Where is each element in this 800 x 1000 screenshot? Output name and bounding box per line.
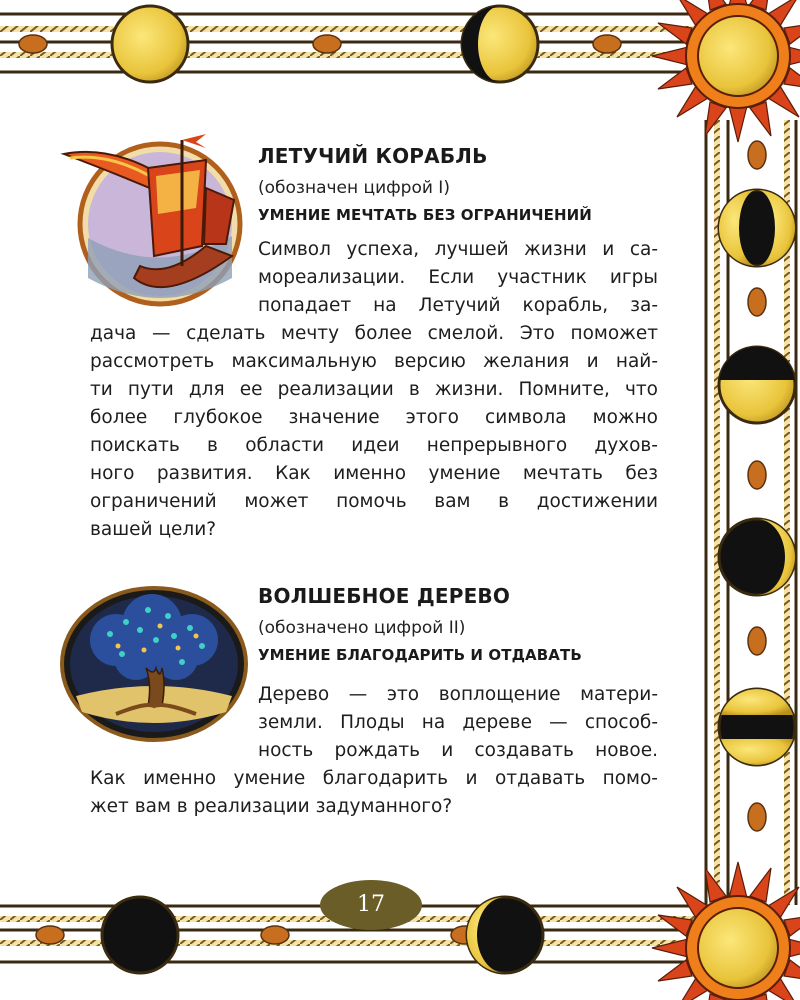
moon-bottom-waxing	[467, 897, 543, 973]
paragraph-line: рассмотреть максимальную версию желания и най-	[90, 351, 658, 372]
paragraph-line: мореализации. Если участник игры	[258, 267, 658, 288]
flying-ship-image	[56, 128, 252, 308]
moon-right-2	[719, 347, 795, 423]
section-skill-flying-ship: УМЕНИЕ МЕЧТАТЬ БЕЗ ОГРАНИЧЕНИЙ	[258, 206, 592, 224]
paragraph-line: ти пути для ее реализации в жизни. Помните, что	[90, 379, 658, 400]
paragraph-line: более глубокое значение этого символа можно	[90, 407, 658, 428]
section-title-magic-tree: ВОЛШЕБНОЕ ДЕРЕВО	[258, 584, 511, 608]
section-title-flying-ship: ЛЕТУЧИЙ КОРАБЛЬ	[258, 144, 488, 168]
paragraph-line: ограничений может помочь вам в достижении	[90, 491, 658, 512]
paragraph-line: Дерево — это воплощение матери-	[258, 684, 658, 705]
paragraph-line: попадает на Летучий корабль, за-	[258, 295, 658, 316]
section-subtitle-magic-tree: (обозначено цифрой II)	[258, 618, 466, 638]
paragraph-line: ного развития. Как именно умение мечтать без	[90, 463, 658, 484]
paragraph-line: ность рождать и создавать новое.	[258, 740, 658, 761]
page-number: 17	[320, 880, 422, 930]
paragraph-line: вашей цели?	[90, 519, 217, 540]
section-skill-magic-tree: УМЕНИЕ БЛАГОДАРИТЬ И ОТДАВАТЬ	[258, 646, 582, 664]
paragraph-line: земли. Плоды на дереве — способ-	[258, 712, 658, 733]
moon-top-full	[112, 6, 188, 82]
magic-tree-image	[56, 584, 252, 744]
moon-top-waning	[462, 6, 538, 82]
paragraph-line: Символ успеха, лучшей жизни и са-	[258, 239, 658, 260]
paragraph-line: Как именно умение благодарить и отдавать помо-	[90, 768, 658, 789]
paragraph-line: дача — сделать мечту более смелой. Это поможет	[90, 323, 658, 344]
moon-bottom-new	[102, 897, 178, 973]
moon-right-3	[719, 519, 795, 595]
paragraph-line: поискать в области идеи непрерывного духов-	[90, 435, 658, 456]
section-subtitle-flying-ship: (обозначен цифрой I)	[258, 178, 450, 198]
moon-right-1	[719, 190, 795, 266]
moon-right-4	[719, 689, 795, 765]
paragraph-line: жет вам в реализации задуманного?	[90, 796, 453, 817]
